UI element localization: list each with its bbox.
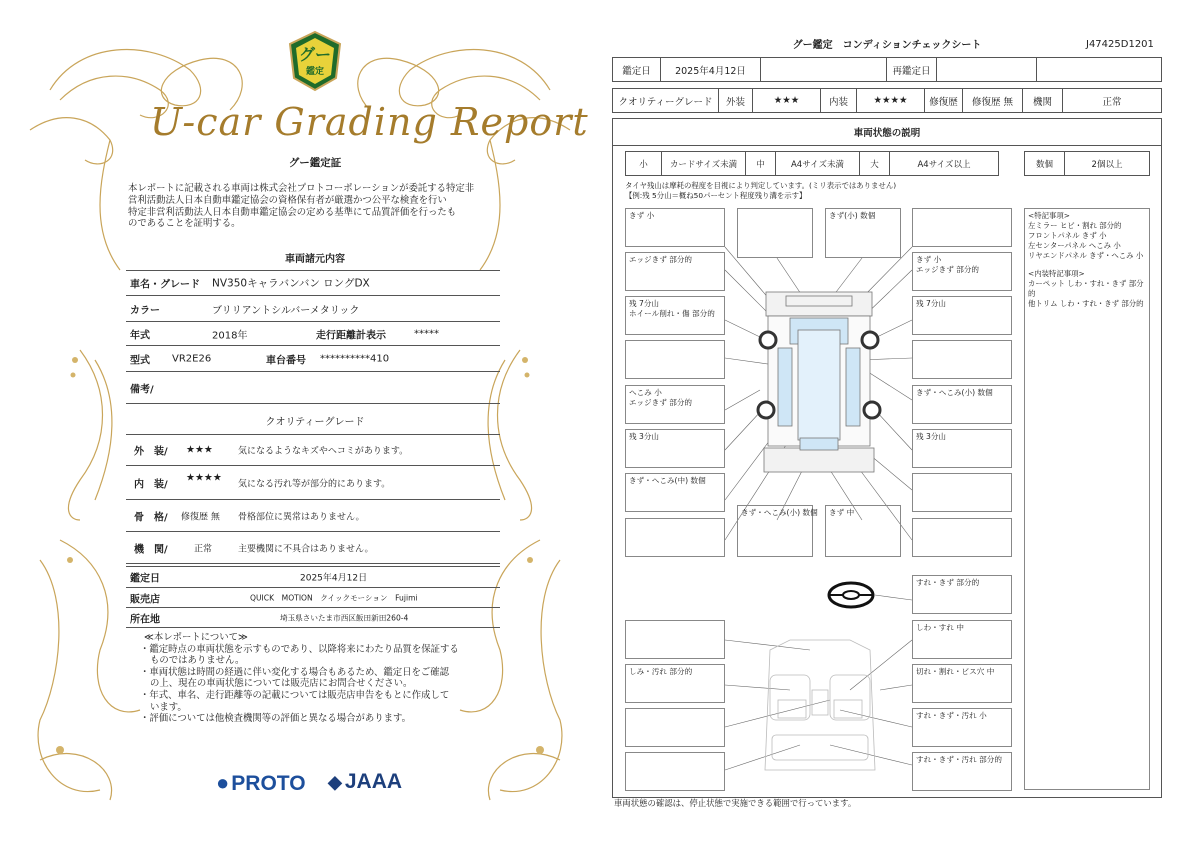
tire-box-rear-left: 残 3分山 [625, 429, 725, 468]
svg-text:グー: グー [298, 45, 332, 64]
interior-seat-view [765, 640, 875, 770]
interior-box-rear-right: すれ・きず・汚れ 部分的 [912, 752, 1012, 791]
intro-paragraph: 本レポートに記載される車両は株式会社プロトコーポレーションが委託する特定非 営利活動法人日本自動車鑑定協会の資格保有者が厳選かつ公平な検査を行い 特定非営利活動法人日本自動車鑑定協会の定める基準にて品質評価を行ったも のであることを証明する。 [128, 183, 475, 230]
shop-row: 販売店 QUICK MOTION クイックモーション Fujimi [126, 588, 500, 608]
damage-box-front-right-2 [912, 208, 1012, 247]
interior-box-steering: すれ・きず 部分的 [912, 575, 1012, 614]
interior-box-floor-left [625, 708, 725, 747]
remarks-row: 備考/ [126, 372, 500, 404]
tire-example: 【例:残 5分山＝概ね50パーセント程度残り溝を示す】 [625, 191, 807, 200]
damage-box-right-door [912, 340, 1012, 379]
interior-box-dash-right: しわ・すれ 中 [912, 620, 1012, 659]
interior-box-seat-left: しみ・汚れ 部分的 [625, 664, 725, 703]
tire-box-rear-right: 残 3分山 [912, 429, 1012, 468]
report-notes: ≪本レポートについて≫ ・鑑定時点の車両状態を示すものであり、以降将来にわたり品質を保証する ものではありません。 ・車両状態は時間の経過に伴い変化する場合もあるため、鑑定日をご確認 の上、現在の車両状態については販売店にお問合せください。 ・年式、車名、走行距離等の記載については販売店申告をもとに作成して います。 ・評価については他検査機関等の評価と異なる場合があります。 [140, 632, 459, 725]
proto-logo: ●PROTO [216, 770, 306, 795]
model-row: 型式 VR2E26 車台番号 **********410 [126, 346, 500, 372]
interior-row: 内 装/ ★★★★ 気になる汚れ等が部分的にあります。 [126, 466, 500, 500]
damage-box-front-right: きず(小) 数個 [825, 208, 901, 258]
damage-box-right-fender: きず 小 エッジきず 部分的 [912, 252, 1012, 291]
damage-box-rear-right [912, 473, 1012, 512]
interior-box-floor-right: すれ・きず・汚れ 小 [912, 708, 1012, 747]
steering-wheel-icon [829, 583, 873, 607]
damage-box-left-fender: エッジきず 部分的 [625, 252, 725, 291]
tire-box-front-right: 残 7分山 [912, 296, 1012, 335]
jaaa-mark-icon: ◆ [328, 772, 342, 792]
car-top-view [758, 292, 880, 472]
sheet-title: グー鑑定 コンディションチェックシート [792, 40, 982, 51]
damage-box-rear-end-left: きず・へこみ(小) 数個 [737, 505, 813, 557]
exterior-row: 外 装/ ★★★ 気になるようなキズやヘコミがあります。 [126, 434, 500, 466]
damage-box-front-left-2 [737, 208, 813, 258]
sheet-id: J47425D1201 [1086, 39, 1154, 50]
name-row: 車名・グレード NV350キャラバンバン ロングDX [126, 270, 500, 296]
damage-box-left-door [625, 340, 725, 379]
frame-row: 骨 格/ 修復歴 無 骨格部位に異常はありません。 [126, 500, 500, 532]
damage-box-left-center: へこみ 小 エッジきず 部分的 [625, 385, 725, 424]
damage-box-rear-right-2 [912, 518, 1012, 557]
engine-row: 機 関/ 正常 主要機関に不具合はありません。 [126, 532, 500, 564]
jaaa-logo: ◆ JAAA [328, 770, 403, 793]
desc-heading: 車両状態の説明 [853, 128, 921, 139]
damage-box-front-left: きず 小 [625, 208, 725, 247]
spec-heading: 車両諸元内容 [285, 254, 345, 265]
damage-box-rear-left: きず・へこみ(中) 数個 [625, 473, 725, 512]
damage-box-rear-left-2 [625, 518, 725, 557]
size-legend: 小 カードサイズ未満 中 A4サイズ未満 大 A4サイズ以上 [625, 151, 999, 176]
date-row: 鑑定日 2025年4月12日 [126, 566, 500, 588]
sheet-footer: 車両状態の確認は、停止状態で実施できる範囲で行っています。 [614, 798, 857, 808]
certificate-heading: グー鑑定証 [288, 157, 342, 169]
proto-mark-icon: ● [216, 770, 230, 795]
special-notes: <特記事項> 左ミラー ヒビ・割れ 部分的 フロントパネル きず 小 左センターパネル へこみ 小 リヤエンドパネル きず・へこみ 小 <内装特記事項> カーペット しわ・すれ・きず 部分的 他トリム しわ・すれ・きず 部分的 [1024, 208, 1150, 790]
tire-note: タイヤ残山は摩耗の程度を目視により判定しています。(ミリ表示ではありません) [625, 181, 897, 190]
script-title: U-car Grading Report [150, 100, 589, 144]
address-row: 所在地 埼玉県さいたま市西区飯田新田260-4 [126, 608, 500, 628]
quality-heading: クオリティーグレード [265, 417, 365, 428]
date-table: 鑑定日 2025年4月12日 再鑑定日 [612, 57, 1162, 82]
grade-table: クオリティーグレード 外装 ★★★ 内装 ★★★★ 修復歴 修復歴 無 機関 正常 [612, 88, 1162, 113]
damage-box-right-center: きず・へこみ(小) 数個 [912, 385, 1012, 424]
interior-box-dash-left [625, 620, 725, 659]
interior-box-seat-right: 切れ・割れ・ビス穴 中 [912, 664, 1012, 703]
count-legend: 数個 2個以上 [1024, 151, 1150, 176]
interior-box-rear-left [625, 752, 725, 791]
svg-text:鑑定: 鑑定 [305, 67, 325, 77]
year-row: 年式 2018年 走行距離計表示 ***** [126, 322, 500, 346]
tire-box-front-left: 残 7分山 ホイール削れ・傷 部分的 [625, 296, 725, 335]
damage-box-rear-end-right: きず 中 [825, 505, 901, 557]
color-row: カラー ブリリアントシルバーメタリック [126, 296, 500, 322]
